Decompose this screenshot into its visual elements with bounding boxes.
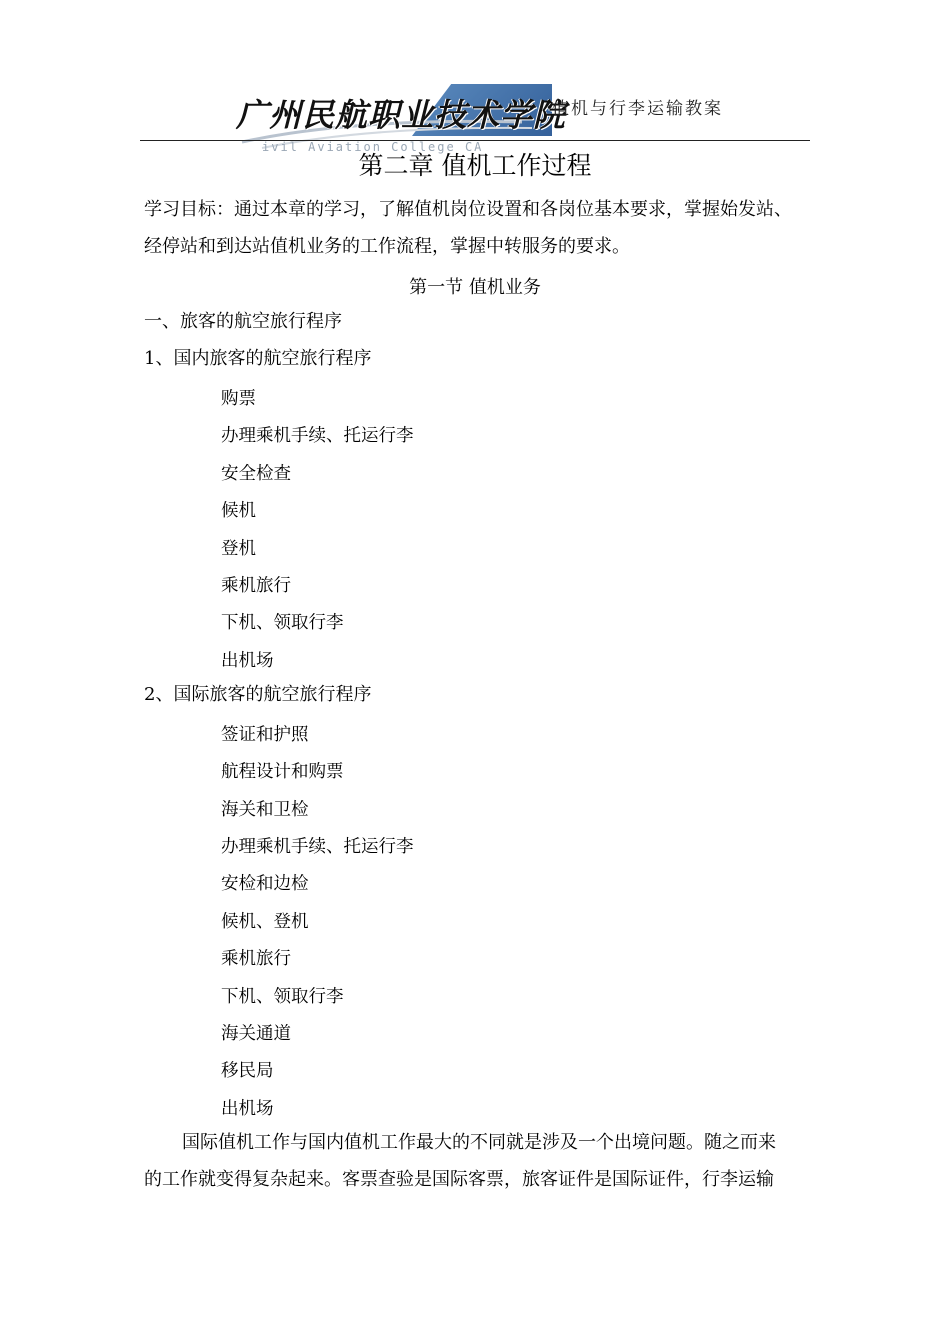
list-item: 登机 <box>221 539 256 559</box>
list-item: 乘机旅行 <box>221 949 291 969</box>
list-item: 办理乘机手续、托运行李 <box>221 837 414 857</box>
list-item: 海关和卫检 <box>221 800 309 820</box>
list-item: 候机、登机 <box>221 912 309 932</box>
page-header <box>140 76 810 154</box>
list-item: 出机场 <box>221 1099 274 1119</box>
international-heading: 2、国际旅客的航空旅行程序 <box>144 684 372 705</box>
domestic-heading: 1、国内旅客的航空旅行程序 <box>144 348 372 369</box>
header-divider <box>140 140 810 141</box>
heading-travel-procedure: 一、旅客的航空旅行程序 <box>144 311 342 332</box>
list-item: 安检和边检 <box>221 874 309 894</box>
logo-text: 广州民航职业技术学院 <box>236 96 567 134</box>
paragraph-line-2: 的工作就变得复杂起来。客票查验是国际客票，旅客证件是国际证件，行李运输 <box>144 1169 774 1190</box>
list-item: 海关通道 <box>221 1024 291 1044</box>
objective-line-1: 学习目标：通过本章的学习，了解值机岗位设置和各岗位基本要求，掌握始发站、 <box>144 199 792 220</box>
list-item: 签证和护照 <box>221 725 309 745</box>
list-item: 下机、领取行李 <box>221 613 344 633</box>
list-item: 乘机旅行 <box>221 576 291 596</box>
list-item: 出机场 <box>221 651 274 671</box>
list-item: 安全检查 <box>221 464 291 484</box>
list-item: 下机、领取行李 <box>221 987 344 1007</box>
list-item: 移民局 <box>221 1061 274 1081</box>
chapter-title: 第二章 值机工作过程 <box>358 151 592 180</box>
objective-line-2: 经停站和到达站值机业务的工作流程，掌握中转服务的要求。 <box>144 236 630 257</box>
section-title: 第一节 值机业务 <box>409 277 541 298</box>
course-title: 值机与行李运输教案 <box>552 99 723 119</box>
list-item: 购票 <box>221 389 256 409</box>
list-item: 办理乘机手续、托运行李 <box>221 426 414 446</box>
list-item: 航程设计和购票 <box>221 762 344 782</box>
logo-english-text: ivil Aviation College CA <box>262 140 484 154</box>
paragraph-line-1: 国际值机工作与国内值机工作最大的不同就是涉及一个出境问题。随之而来 <box>182 1132 776 1153</box>
list-item: 候机 <box>221 501 256 521</box>
